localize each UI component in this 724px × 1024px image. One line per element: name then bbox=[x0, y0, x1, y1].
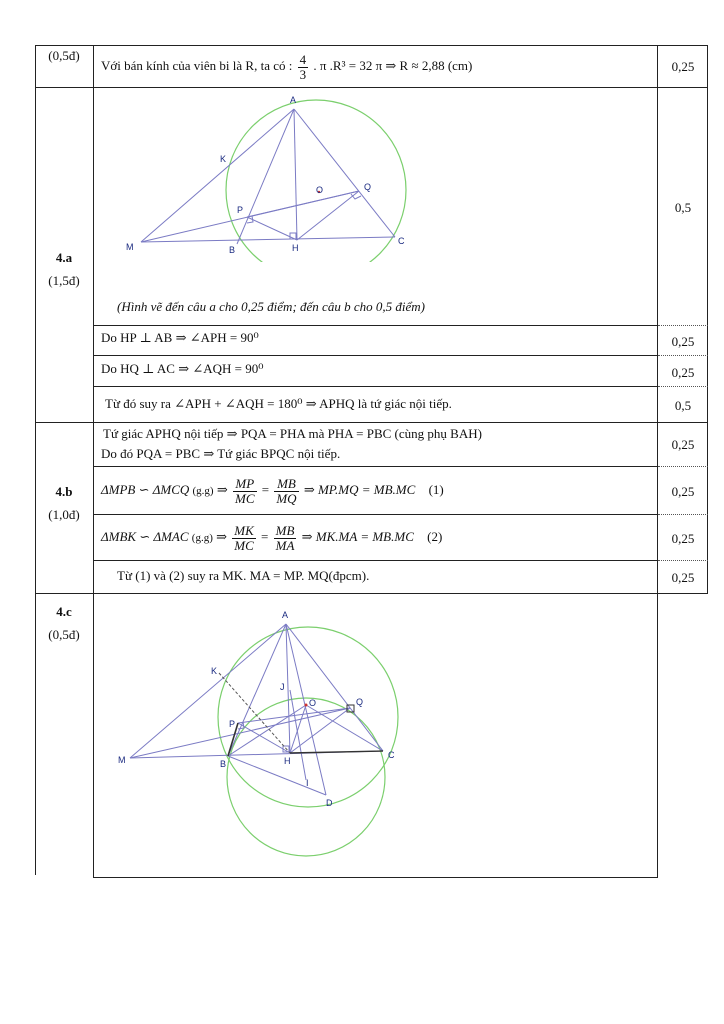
frac-num: MK bbox=[234, 522, 254, 538]
fraction bbox=[233, 477, 257, 506]
dotted-divider bbox=[658, 386, 708, 387]
similarity-statement: ΔMBK ∽ ΔMAC bbox=[101, 529, 189, 544]
row-divider bbox=[93, 325, 658, 326]
table-border-right bbox=[707, 45, 708, 593]
row-divider bbox=[93, 877, 658, 878]
label-B: B bbox=[229, 245, 236, 255]
row-divider bbox=[93, 355, 658, 356]
q4b-line-1-score: 0,25 bbox=[671, 437, 695, 452]
label-C: C bbox=[388, 750, 395, 760]
figure-caption: (Hình vẽ đến câu a cho 0,25 điểm; đến câu b cho 0,5 điểm) bbox=[117, 299, 425, 314]
conclusion: ⇒ MP.MQ = MB.MC bbox=[303, 482, 416, 497]
q4b-line-4-score: 0,25 bbox=[671, 570, 695, 585]
table-border-left bbox=[35, 45, 36, 875]
gg-note: (g.g) bbox=[191, 532, 213, 544]
q4b-line-1a: Tứ giác APHQ nội tiếp ⇒ PQA = PHA mà PHA = PBC (cùng phụ BAH) bbox=[103, 426, 482, 441]
column-divider-2 bbox=[657, 45, 658, 877]
fraction bbox=[232, 524, 256, 553]
label-H: H bbox=[284, 756, 291, 766]
dotted-divider bbox=[658, 560, 708, 561]
q4b-line-4: Từ (1) và (2) suy ra MK. MA = MP. MQ(đpcm). bbox=[117, 568, 370, 583]
row-divider bbox=[93, 514, 658, 515]
row-a-formula bbox=[101, 50, 472, 82]
conclusion: ⇒ MK.MA = MB.MC bbox=[301, 529, 414, 544]
q4a-line-3-score: 0,5 bbox=[674, 398, 692, 413]
geometry-figure-4a bbox=[110, 92, 430, 262]
question-4b-label: 4.b bbox=[55, 484, 73, 499]
q4a-line-1: Do HP ⊥ AB ⇒ ∠APH = 90⁰ bbox=[101, 330, 259, 345]
label-D: D bbox=[326, 798, 333, 808]
q4a-line-1-score: 0,25 bbox=[671, 334, 695, 349]
row-divider bbox=[93, 560, 658, 561]
segment-AM bbox=[141, 109, 294, 242]
row-divider bbox=[35, 45, 708, 46]
row-divider bbox=[35, 87, 708, 88]
frac-den: 3 bbox=[299, 66, 307, 82]
column-divider-1 bbox=[93, 45, 94, 877]
row-divider bbox=[35, 422, 708, 423]
frac-num: MB bbox=[275, 522, 295, 538]
label-A: A bbox=[282, 610, 289, 620]
q4b-line-1b: Do đó PQA = PBC ⇒ Tứ giác BPQC nội tiếp. bbox=[101, 446, 341, 461]
frac-den: MC bbox=[234, 537, 254, 553]
frac-den: MC bbox=[235, 490, 255, 506]
label-O: O bbox=[309, 698, 317, 708]
frac-num: MB bbox=[274, 477, 298, 492]
q4b-line-2-score: 0,25 bbox=[671, 484, 695, 499]
dotted-divider bbox=[658, 466, 708, 467]
fraction bbox=[274, 524, 297, 553]
equation-tag: (1) bbox=[428, 482, 444, 497]
geometry-figure-4c bbox=[110, 605, 420, 870]
similarity-statement: ΔMPB ∽ ΔMCQ bbox=[101, 482, 190, 497]
label-P: P bbox=[229, 719, 236, 729]
label-B: B bbox=[220, 759, 227, 769]
row-a-score: 0,25 bbox=[671, 59, 695, 74]
row-a-text-tail: . π .R³ = 32 π ⇒ R ≈ 2,88 (cm) bbox=[313, 58, 473, 73]
frac-num: MP bbox=[233, 477, 257, 492]
q4b-line-2: ΔMPB ∽ ΔMCQ (g.g) ⇒ $\frac{MP}{MC}$ = $\frac{MB}{MQ}$ ⇒ MP.MQ = MB.MC (1) bbox=[101, 475, 444, 506]
label-O: O bbox=[316, 185, 324, 195]
row-divider bbox=[93, 386, 658, 387]
frac-num: 4 bbox=[299, 51, 307, 67]
label-K: K bbox=[220, 154, 227, 164]
figure-4a-score: 0,5 bbox=[674, 200, 692, 215]
label-Q: Q bbox=[356, 697, 364, 707]
row-a-points: (0,5đ) bbox=[48, 48, 80, 63]
q4a-line-2: Do HQ ⊥ AC ⇒ ∠AQH = 90⁰ bbox=[101, 361, 264, 376]
label-A: A bbox=[290, 95, 297, 105]
label-J: J bbox=[280, 682, 285, 692]
question-4c-label: 4.c bbox=[56, 604, 72, 619]
label-H: H bbox=[292, 243, 299, 253]
question-4c-points: (0,5đ) bbox=[48, 627, 80, 642]
question-4a-points: (1,5đ) bbox=[48, 273, 80, 288]
label-P: P bbox=[237, 205, 244, 215]
row-divider bbox=[93, 466, 658, 467]
q4a-line-3: Từ đó suy ra ∠APH + ∠AQH = 180⁰ ⇒ APHQ là tứ giác nội tiếp. bbox=[105, 396, 452, 411]
label-M: M bbox=[118, 755, 126, 765]
dotted-divider bbox=[658, 514, 708, 515]
label-C: C bbox=[398, 236, 405, 246]
dotted-divider bbox=[658, 325, 708, 326]
q4b-line-3: ΔMBK ∽ ΔMAC (g.g) ⇒ $\frac{MK}{MC}$ = $\frac{MB}{MA}$ ⇒ MK.MA = MB.MC (2) bbox=[101, 522, 443, 553]
row-divider bbox=[35, 593, 708, 594]
question-4a-label: 4.a bbox=[55, 250, 73, 265]
label-Q: Q bbox=[364, 182, 372, 192]
fraction bbox=[274, 477, 298, 506]
equation-tag: (2) bbox=[427, 529, 443, 544]
q4b-line-3-score: 0,25 bbox=[671, 531, 695, 546]
frac-den: MQ bbox=[276, 490, 297, 506]
label-I: I bbox=[306, 778, 309, 788]
dotted-divider bbox=[658, 355, 708, 356]
question-4b-points: (1,0đ) bbox=[48, 507, 80, 522]
label-M: M bbox=[126, 242, 134, 252]
row-a-text-lead: Với bán kính của viên bi là R, ta có : bbox=[101, 58, 293, 73]
fraction-four-thirds bbox=[298, 53, 309, 82]
gg-note: (g.g) bbox=[192, 485, 214, 497]
label-K: K bbox=[211, 666, 218, 676]
frac-den: MA bbox=[275, 537, 295, 553]
q4a-line-2-score: 0,25 bbox=[671, 365, 695, 380]
